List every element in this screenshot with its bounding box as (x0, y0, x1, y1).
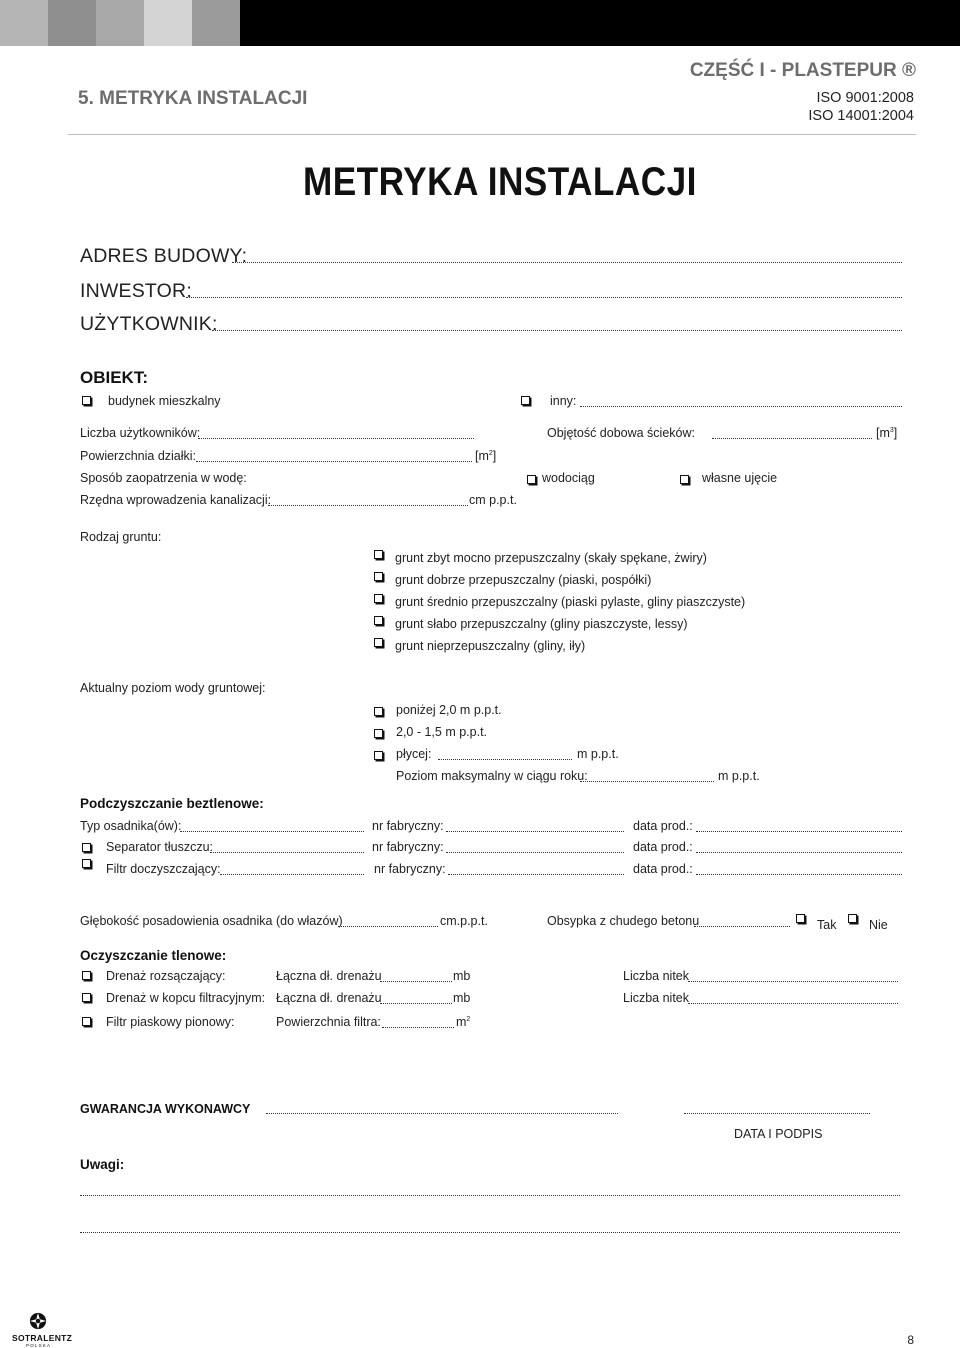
powierzchnia-field[interactable] (196, 461, 472, 462)
mb-unit: mb (453, 969, 471, 983)
tak-checkbox[interactable] (796, 914, 805, 923)
max-field[interactable] (580, 781, 714, 782)
nitek-field[interactable] (688, 1003, 898, 1004)
iso-9001: ISO 9001:2008 (816, 90, 914, 106)
plycej-field[interactable] (438, 759, 572, 760)
podpis-field[interactable] (684, 1113, 870, 1114)
strip-swatch (48, 0, 96, 46)
inwestor-field[interactable] (186, 297, 902, 298)
separator-field[interactable] (210, 852, 364, 853)
ujecie-checkbox[interactable] (680, 475, 689, 484)
strip-swatch (192, 0, 240, 46)
header-color-strip (0, 0, 960, 46)
drenaz-checkbox[interactable] (82, 971, 91, 980)
max-label: Poziom maksymalny w ciągu roku: (396, 769, 588, 783)
powierzchnia-label: Powierzchnia działki: (80, 449, 197, 463)
glebokosc-field[interactable] (338, 926, 438, 927)
objetosc-field[interactable] (712, 438, 872, 439)
tak-label: Tak (817, 918, 837, 932)
page-number: 8 (907, 1333, 914, 1347)
rzedna-unit: cm p.p.t. (469, 493, 517, 507)
kopiec-label: Drenaż w kopcu filtracyjnym: (106, 991, 266, 1005)
m2-unit: $m^2$ (456, 1015, 471, 1029)
data-field[interactable] (696, 831, 902, 832)
woda-label: Sposób zaopatrzenia w wodę: (80, 471, 247, 485)
filtr-label: Filtr doczyszczający: (106, 862, 221, 876)
obsypka-label: Obsypka z chudego betonu (547, 914, 700, 928)
mb-unit: mb (453, 991, 471, 1005)
uzytkownik-field[interactable] (212, 330, 902, 331)
plycej-unit: m p.p.t. (577, 747, 619, 761)
inny-field[interactable] (580, 406, 902, 407)
nr-label: nr fabryczny: (374, 862, 446, 876)
poziom-option: 2,0 - 1,5 m p.p.t. (396, 725, 488, 739)
grunt-checkbox[interactable] (374, 572, 383, 581)
beztlenowe-heading: Podczyszczanie beztlenowe: (80, 796, 264, 811)
rzedna-field[interactable] (268, 505, 468, 506)
uwagi-line[interactable] (80, 1195, 900, 1196)
poziom-option: poniżej 2,0 m p.p.t. (396, 703, 502, 717)
woda-gruntowa-label: Aktualny poziom wody gruntowej: (80, 681, 266, 695)
ujecie-label: własne ujęcie (702, 471, 778, 485)
typ-field[interactable] (180, 831, 364, 832)
nr-label: nr fabryczny: (372, 840, 444, 854)
data-label: data prod.: (633, 840, 693, 854)
piaskowy-label: Filtr piaskowy pionowy: (106, 1015, 235, 1029)
grunt-option: grunt średnio przepuszczalny (piaski pylaste, gliny piaszczyste) (395, 595, 746, 609)
piaskowy-checkbox[interactable] (82, 1017, 91, 1026)
logo-text: SOTRALENTZ (12, 1333, 73, 1343)
gwarancja-label: GWARANCJA WYKONAWCY (80, 1102, 251, 1116)
iso-14001: ISO 14001:2004 (808, 108, 914, 124)
drenaz-label: Drenaż rozsączający: (106, 969, 226, 983)
data-podpis-label: DATA I PODPIS (734, 1127, 823, 1141)
logo-subtext: POLSKA (26, 1343, 52, 1348)
wodociag-checkbox[interactable] (527, 475, 536, 484)
grunt-option: grunt nieprzepuszczalny (gliny, iły) (395, 639, 586, 653)
poziom-checkbox[interactable] (374, 729, 383, 738)
obsypka-field[interactable] (694, 926, 790, 927)
plycej-label: płycej: (396, 747, 432, 761)
adres-label: ADRES BUDOWY: (80, 245, 248, 267)
grunt-checkbox[interactable] (374, 594, 383, 603)
separator-checkbox[interactable] (82, 843, 91, 852)
powierzchnia-filtra-label: Powierzchnia filtra: (276, 1015, 381, 1029)
dlugosc-field[interactable] (380, 1003, 452, 1004)
dlugosc-label: Łączna dł. drenażu (276, 991, 382, 1005)
grunt-checkbox[interactable] (374, 616, 383, 625)
glebokosc-label: Głębokość posadowienia osadnika (do włazów) (80, 914, 343, 928)
page-title: METRYKA INSTALACJI (303, 160, 697, 204)
strip-black-bar (240, 0, 960, 46)
grunt-option: grunt słabo przepuszczalny (gliny piaszczyste, lessy) (395, 617, 688, 631)
budynek-checkbox[interactable] (82, 396, 91, 405)
dlugosc-label: Łączna dł. drenażu (276, 969, 382, 983)
inny-checkbox[interactable] (521, 396, 530, 405)
sotralentz-logo-icon (29, 1312, 47, 1330)
grunt-option: grunt dobrze przepuszczalny (piaski, pospółki) (395, 573, 652, 587)
header-divider (68, 134, 916, 135)
grunt-option: grunt zbyt mocno przepuszczalny (skały spękane, żwiry) (395, 551, 707, 565)
powierzchnia-unit: $[m^2]$ (475, 449, 497, 463)
uzytkownik-label: UŻYTKOWNIK: (80, 313, 218, 335)
data-field[interactable] (696, 852, 902, 853)
powierzchnia-filtra-field[interactable] (382, 1027, 454, 1028)
kopiec-checkbox[interactable] (82, 993, 91, 1002)
budynek-label: budynek mieszkalny (108, 394, 221, 408)
filtr-field[interactable] (220, 874, 364, 875)
data-field[interactable] (696, 874, 902, 875)
nie-checkbox[interactable] (848, 914, 857, 923)
max-unit: m p.p.t. (718, 769, 760, 783)
wodociag-label: wodociąg (542, 471, 595, 485)
grunt-checkbox[interactable] (374, 550, 383, 559)
section-label: 5. METRYKA INSTALACJI (78, 88, 308, 109)
typ-label: Typ osadnika(ów): (80, 819, 182, 833)
inny-label: inny: (550, 394, 577, 408)
plycej-checkbox[interactable] (374, 751, 383, 760)
liczba-label: Liczba użytkowników: (80, 426, 201, 440)
dlugosc-field[interactable] (380, 981, 452, 982)
separator-label: Separator tłuszczu: (106, 840, 213, 854)
nr-label: nr fabryczny: (372, 819, 444, 833)
strip-swatch (144, 0, 192, 46)
grunt-label: Rodzaj gruntu: (80, 530, 162, 544)
objetosc-label: Objętość dobowa ścieków: (547, 426, 695, 440)
glebokosc-unit: cm.p.p.t. (440, 914, 488, 928)
obiekt-heading: OBIEKT: (80, 368, 148, 387)
rzedna-label: Rzędna wprowadzenia kanalizacji: (80, 493, 272, 507)
liczba-field[interactable] (198, 438, 474, 439)
inwestor-label: INWESTOR: (80, 280, 192, 302)
tlenowe-heading: Oczyszczanie tlenowe: (80, 948, 227, 963)
nie-label: Nie (869, 918, 888, 932)
filtr-checkbox[interactable] (82, 859, 91, 868)
uwagi-label: Uwagi: (80, 1157, 125, 1172)
data-label: data prod.: (633, 862, 693, 876)
nitek-label: Liczba nitek (623, 991, 690, 1005)
gwarancja-field[interactable] (266, 1113, 618, 1114)
data-label: data prod.: (633, 819, 693, 833)
strip-swatch (96, 0, 144, 46)
nitek-label: Liczba nitek (623, 969, 690, 983)
nr-field[interactable] (446, 831, 624, 832)
nr-field[interactable] (448, 874, 624, 875)
strip-swatch (0, 0, 48, 46)
nr-field[interactable] (446, 852, 624, 853)
grunt-checkbox[interactable] (374, 638, 383, 647)
uwagi-line[interactable] (80, 1232, 900, 1233)
poziom-checkbox[interactable] (374, 707, 383, 716)
part-label: CZĘŚĆ I - PLASTEPUR ® (689, 60, 916, 81)
adres-field[interactable] (232, 262, 902, 263)
nitek-field[interactable] (688, 981, 898, 982)
objetosc-unit: $[m^3]$ (876, 426, 898, 440)
